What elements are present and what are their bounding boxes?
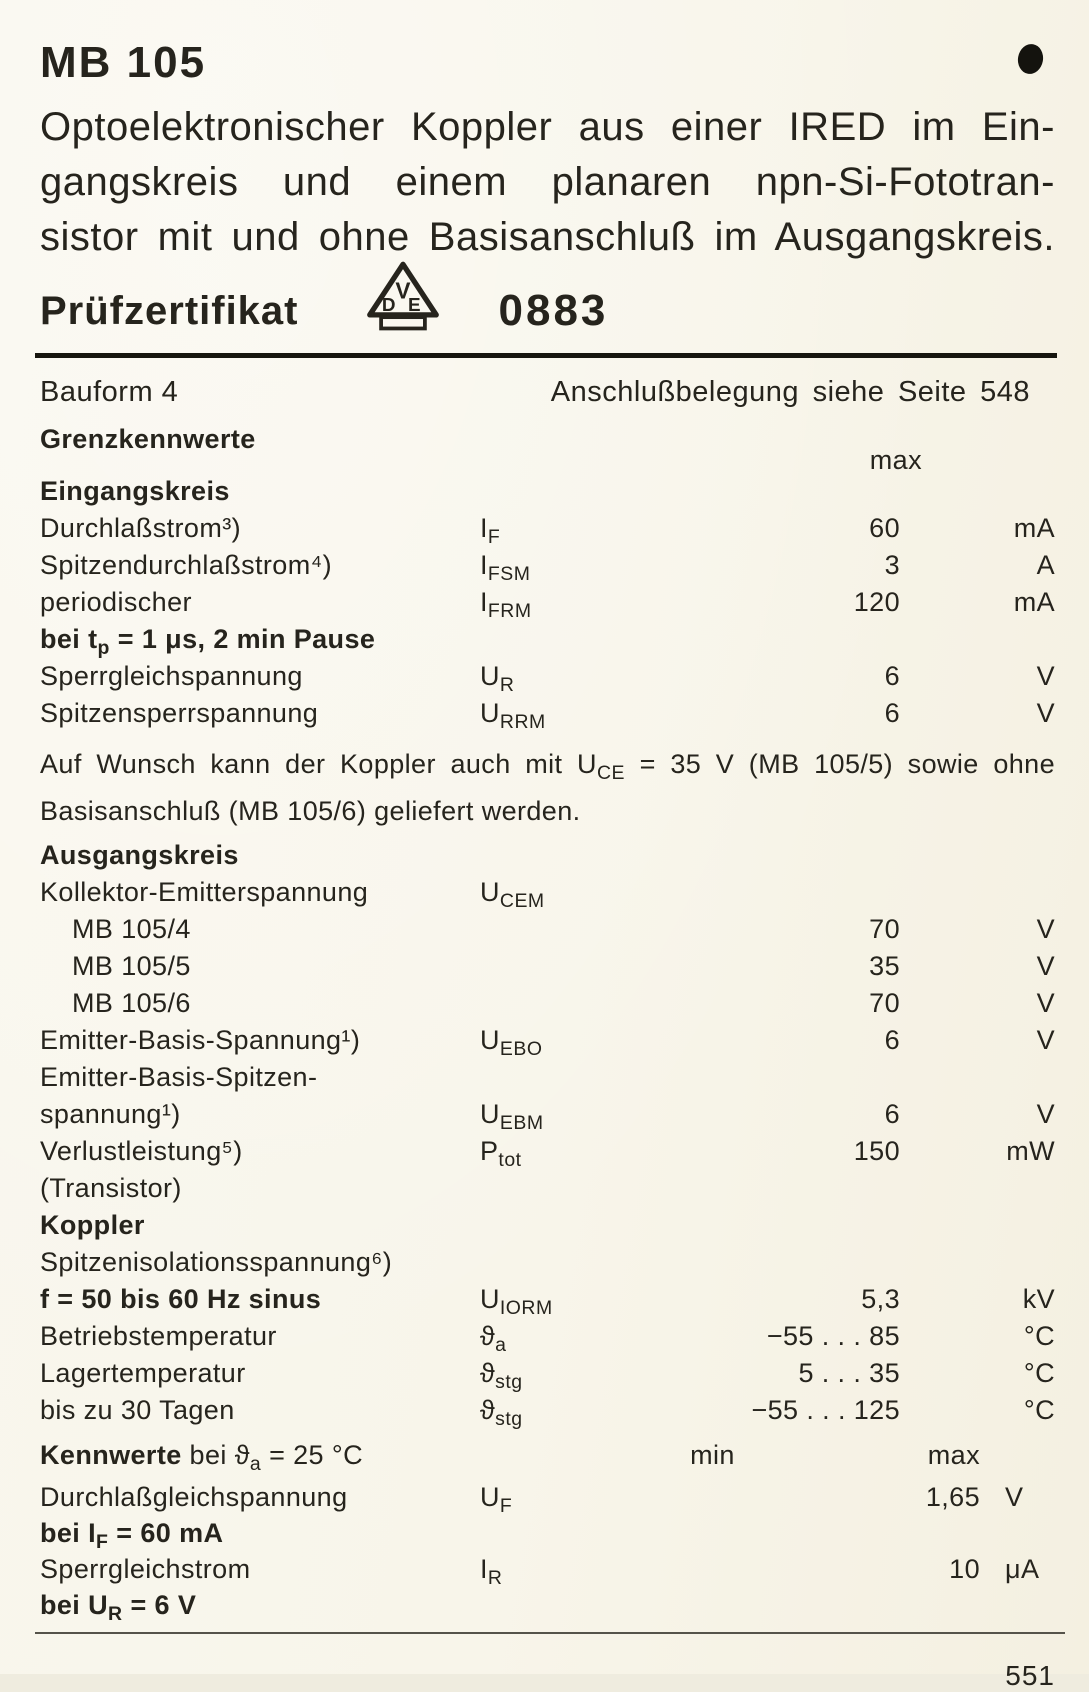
row-symbol: $I_{FSM}$ <box>480 550 531 585</box>
svg-text:V: V <box>394 277 411 304</box>
row-symbol: $U_{CEM}$ <box>480 876 545 912</box>
row-label: Spitzendurchlaßstrom⁴) <box>40 550 332 580</box>
row-value: 60 <box>869 513 900 543</box>
row-symbol: $U_R$ <box>480 661 515 696</box>
description-line: sistor mit und ohne Basisanschluß im Ausgangskreis. <box>40 215 1055 259</box>
row-label: spannung¹) <box>40 1098 181 1129</box>
row-label: f = 50 bis 60 Hz sinus <box>40 1283 322 1314</box>
header-divider <box>35 353 1057 358</box>
row-label: Kollektor-Emitterspannung <box>40 876 369 907</box>
row-unit: V <box>1036 913 1055 944</box>
column-header-max: max <box>869 445 922 475</box>
row-unit: °C <box>1023 1394 1055 1425</box>
row-label: Durchlaßstrom³) <box>40 513 242 543</box>
table-row <box>40 1099 1055 1136</box>
table-row <box>40 951 1055 988</box>
condition-row <box>40 1590 1055 1626</box>
row-symbol: $ϑ_{stg}$ <box>480 1394 523 1430</box>
row-max-value: 10 <box>949 1553 980 1584</box>
table-row <box>40 1136 1055 1173</box>
description-line: gangskreis und einem planaren npn-Si-Fototran- <box>40 160 1055 204</box>
row-max-value: 1,65 <box>925 1481 980 1512</box>
column-header-min: min <box>690 1439 735 1470</box>
footer-divider <box>35 1632 1065 1634</box>
certificate-number: 0883 <box>498 286 609 335</box>
row-value: 6 <box>884 661 900 691</box>
row-label: periodischer <box>40 587 192 617</box>
option-note <box>40 745 1055 830</box>
row-value: 150 <box>853 1135 900 1166</box>
page-number: 551 <box>1005 1659 1055 1691</box>
table-row <box>40 988 1055 1025</box>
table-row <box>40 1321 1055 1358</box>
row-value: 5,3 <box>861 1283 900 1314</box>
limits-title: Grenzkennwerte <box>40 424 256 454</box>
row-value: 120 <box>853 587 900 617</box>
vde-logo-icon <box>365 259 441 333</box>
svg-text:D: D <box>381 294 395 316</box>
table-row <box>40 1395 1055 1432</box>
table-row <box>40 1358 1055 1395</box>
row-value: 6 <box>884 1098 900 1129</box>
row-unit: V <box>1036 987 1055 1018</box>
row-symbol: $U_{EBM}$ <box>480 1098 544 1134</box>
row-symbol: $I_R$ <box>480 1553 503 1589</box>
row-symbol: $P_{tot}$ <box>480 1135 522 1171</box>
table-row <box>40 1025 1055 1062</box>
row-value: 3 <box>884 550 900 580</box>
row-symbol: $I_{FRM}$ <box>480 587 532 622</box>
row-unit: V <box>1036 950 1055 981</box>
row-condition: bei $t_p = 1$ μs, 2 min Pause <box>40 624 376 659</box>
condition-row <box>40 1518 1055 1554</box>
row-unit: V <box>1036 661 1055 691</box>
pinout-reference: Anschlußbelegung siehe Seite 548 <box>550 376 1030 408</box>
row-label: Betriebstemperatur <box>40 1320 277 1351</box>
row-unit: kV <box>1022 1283 1055 1314</box>
row-unit: V <box>1036 1098 1055 1129</box>
row-unit: μA <box>1005 1553 1040 1584</box>
table-row <box>40 1173 1055 1210</box>
section-label: Eingangskreis <box>40 476 230 506</box>
note-line: Auf Wunsch kann der Koppler auch mit $U_{CE} = 35$ V (MB 105/5) sowie ohne <box>40 749 1055 784</box>
row-symbol: $U_{RRM}$ <box>480 698 546 733</box>
row-label: Verlustleistung⁵) <box>40 1135 243 1166</box>
row-label: Spitzensperrspannung <box>40 698 319 728</box>
characteristics-header-row <box>40 1440 1055 1482</box>
row-value: −55 . . . 125 <box>751 1394 900 1425</box>
description-line: Optoelektronischer Koppler aus einer IRED im Ein- <box>40 105 1055 149</box>
row-unit: V <box>1036 1024 1055 1055</box>
table-row <box>40 1210 1055 1247</box>
bauform-label: Bauform 4 <box>40 376 179 408</box>
row-unit: mA <box>1013 587 1055 617</box>
title-row <box>40 0 1055 90</box>
row-unit: °C <box>1023 1357 1055 1388</box>
row-value: 5 . . . 35 <box>798 1357 900 1388</box>
row-label: MB 105/6 <box>72 987 191 1018</box>
section-label: Ausgangskreis <box>40 839 239 870</box>
row-label: Emitter-Basis-Spannung¹) <box>40 1024 361 1055</box>
row-symbol: $ϑ_{stg}$ <box>480 1357 523 1393</box>
page-title: MB 105 <box>40 38 207 87</box>
row-label: Sperrgleichspannung <box>40 661 303 691</box>
row-unit: mA <box>1013 513 1055 543</box>
row-symbol: $ϑ_a$ <box>480 1320 507 1356</box>
row-label: Sperrgleichstrom <box>40 1553 251 1584</box>
row-condition: bei $I_F = 60$ mA <box>40 1517 224 1553</box>
row-value: 35 <box>869 950 900 981</box>
table-row <box>40 840 1055 877</box>
section-label: Koppler <box>40 1209 145 1240</box>
table-row <box>40 587 1055 624</box>
certificate-label: Prüfzertifikat <box>40 289 299 333</box>
column-header-max: max <box>927 1439 980 1470</box>
info-row <box>40 376 1055 412</box>
row-label: MB 105/4 <box>72 913 191 944</box>
svg-text:E: E <box>407 294 421 316</box>
row-label: Emitter-Basis-Spitzen- <box>40 1061 318 1092</box>
table-row <box>40 1247 1055 1284</box>
row-condition: bei $U_R = 6$ V <box>40 1589 197 1625</box>
row-label: Spitzenisolationsspannung⁶) <box>40 1246 393 1277</box>
row-unit: °C <box>1023 1320 1055 1351</box>
table-row <box>40 877 1055 914</box>
row-unit: A <box>1036 550 1055 580</box>
row-label: Lagertemperatur <box>40 1357 246 1388</box>
row-unit: V <box>1005 1481 1024 1512</box>
table-row <box>40 914 1055 951</box>
table-row <box>40 513 1055 550</box>
device-description <box>40 100 1055 265</box>
table-row <box>40 550 1055 587</box>
row-label: bis zu 30 Tagen <box>40 1394 235 1425</box>
table-row <box>40 1284 1055 1321</box>
row-value: 70 <box>869 913 900 944</box>
row-symbol: $I_F$ <box>480 513 501 548</box>
row-symbol: $U_{EBO}$ <box>480 1024 543 1060</box>
row-unit: mW <box>1006 1135 1055 1166</box>
limits-header-row <box>40 424 1055 476</box>
row-label: MB 105/5 <box>72 950 191 981</box>
table-row <box>40 476 1055 513</box>
table-row <box>40 1062 1055 1099</box>
row-symbol: $U_F$ <box>480 1481 513 1517</box>
certificate-row <box>40 263 1055 333</box>
condition-row <box>40 624 1055 661</box>
row-label: (Transistor) <box>40 1172 182 1203</box>
row-label: Durchlaßgleichspannung <box>40 1481 348 1512</box>
row-value: 6 <box>884 698 900 728</box>
table-row <box>40 661 1055 698</box>
row-value: 6 <box>884 1024 900 1055</box>
row-symbol: $U_{IORM}$ <box>480 1283 553 1319</box>
row-value: 70 <box>869 987 900 1018</box>
table-row <box>40 1482 1055 1518</box>
note-line: Basisanschluß (MB 105/6) geliefert werden. <box>40 795 581 826</box>
table-row <box>40 698 1055 735</box>
characteristics-title: Kennwerte bei $ϑ_a = 25$ °C <box>40 1439 363 1475</box>
row-value: −55 . . . 85 <box>766 1320 900 1351</box>
table-row <box>40 1554 1055 1590</box>
row-unit: V <box>1036 698 1055 728</box>
